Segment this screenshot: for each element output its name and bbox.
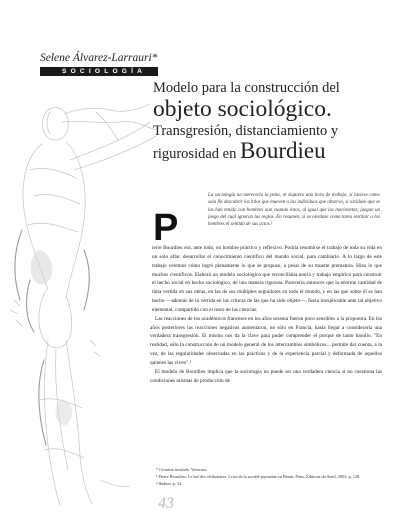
title-line-4 xyxy=(153,140,393,165)
title-line-2: objeto sociológico. xyxy=(153,96,332,122)
paragraph-2: Las reacciones de los académicos franceses en los años sesenta fueron poco sensibles a la propuesta. En los años posteriores las reacciones negativas aumentaron, no sólo en Francia, hasta llegar a considerarla una verdadera transgresión. El mismo nos da la clave para poder comprender el porqué de tanto barullo. "En realidad, sólo la construcción de un modelo general de los intercambios simbólicos... permite dar cuenta, a la vez, de las regularidades observadas en las prácticas y de la experiencia parcial y deformada de aquellos quienes las viven".² xyxy=(150,315,382,366)
paragraph-1: ierre Bourdieu era, ante todo, un hombre práctico y reflexivo. Podría resumirse el trabajo de toda su vida en un solo afán: desarrollar el conocimiento científico del mundo social, para cambiarlo. A lo largo de este trabajo veremos cómo logró plenamente lo que se propuso, a pesar de su muerte prematura. Hizo lo que muchos científicos. Elaboró un modelo sociológico que reconciliaba teoría y trabajo empírico para construir el hecho social en hecho sociológico, de una manera rigurosa. Parecería entonces que la enorme cantidad de tinta vertida en sus obras, en las de sus múltiples seguidores en todo el mundo, y en las que sobre él se han hecho —además de la vertida en las críticas de las que ha sido objeto—, fuera inexplicable ante tal objetivo elemental, compartido con el resto de las ciencias. xyxy=(152,245,382,313)
page-number: 43 xyxy=(158,495,174,512)
article-title xyxy=(153,80,393,165)
author: Selene Álvarez-Larrauri* xyxy=(40,52,158,64)
section-label: SOCIOLOGÍA xyxy=(62,67,147,75)
title-line-4-big: Bourdieu xyxy=(239,138,326,163)
drop-cap: P xyxy=(153,207,179,249)
title-line-4-small: rigurosidad en xyxy=(153,146,237,162)
paragraph-3: El modelo de Bourdieu implica que la sociología no puede ser una verdadera ciencia si no cuestiona las condiciones mismas de producción de xyxy=(150,368,382,384)
footnote-1: ¹ Pierre Bourdieu, Le bal des célibataires. Crise de la société paysanne en Béarn, Paris, Éditions du Seuil, 2002, p. 128. xyxy=(156,473,361,479)
epigraph: La sociología no merecería la pena, ni siquiera una hora de trabajo, si tuviese como sola fin descubrir los hilos que mueven a los individuos que observa, si olvidase que se las han tenido con hombres aun cuando éstos, al igual que las marionetas, juegan un juego del cual ignoran las reglas. En resumen, si se olvidase como tarea restituir a los hombres el sentido de sus actos.¹ xyxy=(208,193,380,228)
body-text xyxy=(150,244,382,386)
title-line-3: Transgresión, distanciamiento y xyxy=(153,123,339,139)
footnote-0: * Cronista invitado. Veracruz. xyxy=(156,467,208,472)
title-line-1: Modelo para la construcción del xyxy=(153,80,340,96)
footnotes xyxy=(150,467,382,488)
footnote-2: ² Ibidem, p. 13. xyxy=(156,480,183,486)
